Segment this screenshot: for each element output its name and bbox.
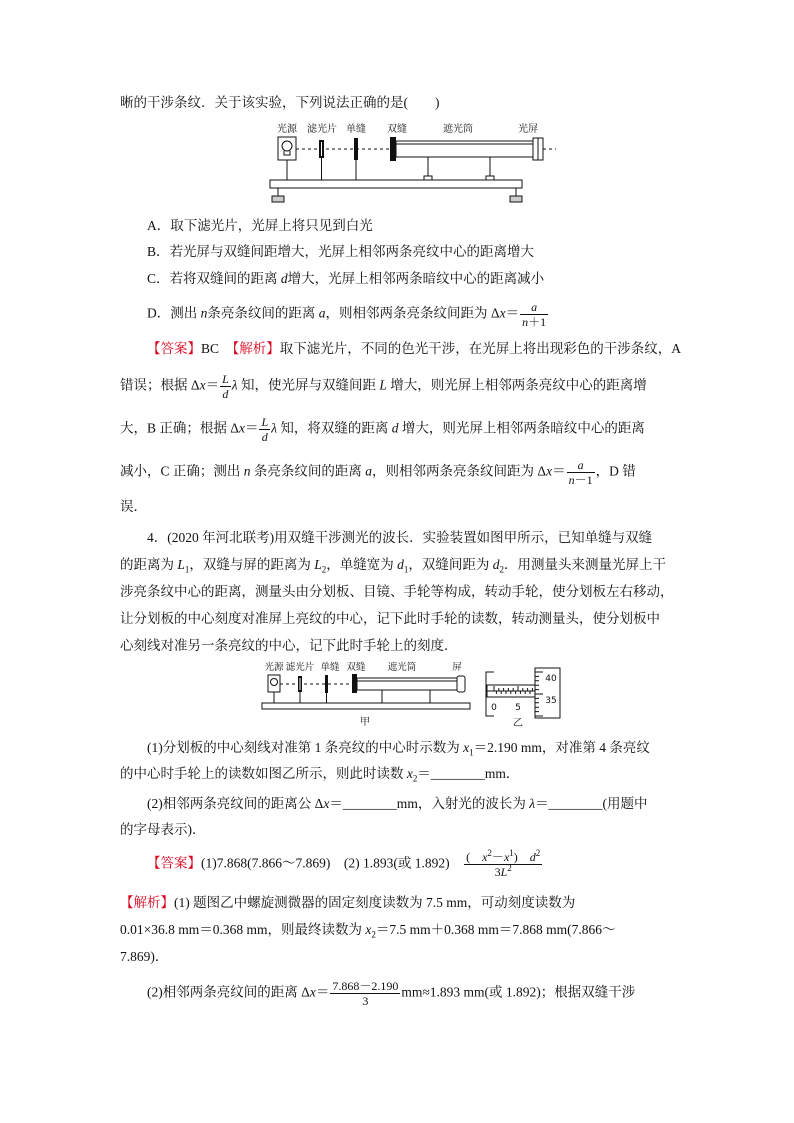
q3-solution-line-4 [120, 458, 636, 487]
question-text: ＝________(用题中 [535, 796, 648, 811]
part-1-line-2 [120, 765, 519, 783]
tube-icon [396, 138, 556, 180]
analysis-text: 知，使光屏与双缝间距 [237, 377, 380, 393]
var-d: d [391, 420, 399, 436]
num-part: ) [513, 850, 530, 864]
figure-double-slit-apparatus [260, 115, 560, 210]
analysis-text: (1) 题图乙中螺旋测微器的固定刻度读数为 7.5 mm，可动刻度读数为 [174, 895, 576, 910]
analysis-tag: 【解析】 [232, 341, 280, 356]
var-L: L [379, 377, 387, 393]
filter-icon [298, 676, 302, 703]
var-x: x [199, 377, 206, 393]
answer-tag: 【答案】 [147, 341, 201, 356]
var-x: x [238, 420, 245, 436]
var-d: d [529, 850, 536, 864]
num-part: － [491, 850, 504, 864]
var-d: d [280, 271, 288, 286]
analysis-text: mm≈1.893 mm(或 1.892)；根据双缝干涉 [401, 984, 636, 1000]
label-tube: 遮光筒 [387, 662, 417, 673]
fraction [520, 300, 548, 329]
label-light-source: 光源 [277, 124, 297, 135]
q4-analysis-line-4 [147, 979, 635, 1008]
var-x: x [365, 922, 372, 937]
question-4-line-3: 涉亮条纹中心的距离，测量头由分划板、目镜、手轮等构成，转动手轮，使分划板左右移动， [120, 584, 674, 599]
thimble-label-40: 40 [545, 674, 557, 684]
q4-answer-line [147, 850, 543, 879]
analysis-tag: 【解析】 [120, 895, 174, 910]
light-source-icon [278, 137, 296, 180]
question-4-line-4: 让分划板的中心刻度对准屏上亮纹的中心，记下此时手轮的读数，转动测量头，使分划板中 [120, 611, 660, 626]
analysis-text: (2)相邻两条亮纹间的距离 Δ [147, 984, 310, 1000]
label-single-slit: 单缝 [346, 124, 366, 135]
question-4-line-1: 4．(2020 年河北联考)用双缝干涉测光的波长．实验装置如图甲所示，已知单缝与双缝 [147, 530, 653, 545]
answer-tag: 【答案】 [147, 855, 201, 871]
question-text: ．用测量头来测量光屏上干 [504, 557, 667, 572]
superscript: 2 [535, 848, 541, 858]
question-text: (1)分划板的中心刻线对准第 1 条亮纹的中心时示数为 [147, 740, 464, 755]
figure-measurement-setup [258, 660, 568, 728]
denominator-rest: ＋1 [528, 315, 547, 329]
fraction-denominator [567, 472, 595, 487]
label-single-slit: 单缝 [320, 662, 340, 673]
fraction-numerator: 7.868－2.190 [332, 979, 399, 993]
var-x: x [503, 850, 510, 864]
question-text: ，双缝间距为 [408, 557, 493, 572]
fraction-denominator [464, 864, 542, 879]
bench-icon [262, 703, 470, 709]
var-L: L [314, 557, 322, 572]
superscript: 2 [507, 863, 512, 873]
single-slit-icon [354, 138, 358, 180]
figure-caption-jia: 甲 [360, 717, 370, 728]
var-L: L [500, 865, 508, 879]
question-text: ＝________mm，入射光的波长为 [329, 796, 530, 811]
option-c-text: C．若将双缝间的距离 [147, 271, 281, 286]
analysis-text: ＝ [552, 463, 566, 479]
analysis-text: 减小，C 正确；测出 [120, 463, 244, 479]
analysis-text: ＝7.5 mm＋0.368 mm＝7.868 mm(7.866～ [375, 922, 616, 937]
option-c [147, 270, 544, 288]
single-slit-icon [325, 675, 328, 703]
subscript: 1 [184, 564, 190, 575]
den-part: 3 [494, 865, 501, 879]
label-screen: 光屏 [518, 124, 538, 135]
fraction-denominator: 3 [330, 993, 400, 1008]
bench-icon [270, 180, 522, 202]
var-x: x [546, 463, 553, 479]
option-d-text: D．测出 [147, 305, 201, 321]
analysis-text: 增大，则光屏上相邻两条暗纹中心的距离 [398, 420, 645, 436]
sleeve-label-0: 0 [491, 703, 497, 713]
var-lambda: λ [231, 377, 238, 393]
double-slit-icon [352, 674, 357, 693]
subscript: 1 [469, 747, 474, 758]
part-2-line-1 [147, 795, 648, 813]
question-4-line-2 [120, 556, 666, 574]
q4-analysis-line-3: 7.869)． [120, 949, 169, 964]
var-x: x [463, 740, 470, 755]
q3-solution-line-1 [147, 340, 681, 358]
option-b: B．若光屏与双缝间距增大，光屏上相邻两条亮纹中心的距离增大 [147, 244, 535, 259]
light-source-icon [268, 675, 280, 703]
fraction-numerator: a [531, 300, 538, 314]
question-text: ＝2.190 mm，对准第 4 条亮纹 [473, 740, 650, 755]
subscript: 2 [371, 929, 376, 940]
fraction-denominator: d [220, 386, 231, 401]
fraction-denominator [520, 314, 548, 329]
sleeve-label-5: 5 [515, 703, 521, 713]
var-L: L [177, 557, 185, 572]
analysis-text: 0.01×36.8 mm＝0.368 mm，则最终读数为 [120, 922, 366, 937]
analysis-text: 大，B 正确；根据 Δ [120, 420, 239, 436]
var-n: n [243, 463, 251, 479]
question-text: ＝________mm． [417, 766, 520, 781]
filter-icon [319, 140, 324, 180]
thimble-label-35: 35 [545, 696, 557, 706]
question-text: ，单缝宽为 [326, 557, 398, 572]
answer-value: (1)7.868(7.866～7.869) (2) 1.893(或 1.892) [201, 855, 464, 871]
fraction [567, 458, 595, 487]
fraction-numerator: a [577, 458, 584, 472]
var-x: x [323, 796, 330, 811]
option-d-text: ，则相邻两条亮条纹间距为 Δ [325, 305, 500, 321]
q3-solution-line-3 [120, 415, 645, 444]
label-screen: 屏 [452, 662, 462, 673]
figure-caption-yi: 乙 [513, 718, 523, 729]
analysis-text: ，D 错 [595, 463, 636, 479]
label-tube: 遮光筒 [443, 124, 473, 135]
var-lambda: λ [529, 796, 536, 811]
superscript: 1 [509, 848, 514, 858]
option-d-text: 条亮条纹间的距离 [207, 305, 319, 321]
var-x: x [309, 984, 316, 1000]
var-x: x [482, 850, 488, 864]
q4-analysis-line-1 [120, 894, 575, 912]
var-d: d [492, 557, 500, 572]
label-double-slit: 双缝 [387, 124, 407, 135]
question-text: (2)相邻两条亮纹间的距离公 Δ [147, 796, 324, 811]
double-slit-icon [390, 137, 396, 161]
question-text: 的中心时手轮上的读数如图乙所示，则此时读数 [120, 766, 407, 781]
var-n: n [200, 305, 208, 321]
analysis-text: ＝ [205, 377, 220, 393]
q3-solution-line-2 [120, 372, 647, 401]
var-a: a [318, 305, 326, 321]
question-4-line-5: 心刻线对准另一条亮纹的中心，记下此时手轮上的刻度． [120, 638, 458, 653]
analysis-text: 条亮条纹间的距离 [250, 463, 366, 479]
analysis-text: 取下滤光片，不同的色光干涉，在光屏上将出现彩色的干涉条纹，A [279, 341, 682, 356]
part-1-line-1 [147, 739, 650, 757]
fraction [330, 979, 400, 1008]
subscript: 1 [403, 564, 409, 575]
denominator-rest: －1 [574, 473, 593, 487]
fraction [259, 415, 270, 444]
superscript: 2 [487, 848, 492, 858]
analysis-text: ，则相邻两条亮条纹间距为 Δ [372, 463, 547, 479]
var-d: d [397, 557, 404, 572]
label-filter: 滤光片 [285, 662, 315, 673]
fraction [464, 850, 542, 879]
fraction-numerator [464, 850, 542, 864]
fraction [220, 372, 231, 401]
option-a: A．取下滤光片，光屏上将只见到白光 [147, 218, 373, 233]
fraction-numerator: L [222, 372, 229, 386]
var-x: x [406, 766, 413, 781]
var-a: a [365, 463, 373, 479]
question-text: 的距离为 [120, 557, 178, 572]
var-n: n [522, 315, 529, 329]
var-x: x [499, 305, 506, 321]
var-lambda: λ [271, 420, 277, 436]
question-text: ，双缝与屏的距离为 [189, 557, 315, 572]
fraction-numerator: L [261, 415, 269, 429]
tube-icon [357, 676, 465, 703]
subscript: 2 [499, 564, 505, 575]
option-c-text: 增大，光屏上相邻两条暗纹中心的距离减小 [287, 271, 545, 286]
subscript: 2 [321, 564, 327, 575]
label-filter: 滤光片 [307, 124, 337, 135]
q4-analysis-line-2 [120, 921, 616, 939]
num-part: ( [466, 850, 483, 864]
answer-value: BC [201, 341, 233, 356]
part-2-line-2: 的字母表示)． [120, 822, 206, 837]
var-n: n [568, 473, 575, 487]
analysis-text: 错误；根据 Δ [120, 377, 200, 393]
q3-solution-line-5: 误． [120, 499, 147, 514]
question-3-stem: 晰的干涉条纹．关于该实验，下列说法正确的是( ) [120, 95, 440, 110]
label-double-slit: 双缝 [346, 662, 366, 673]
option-d [147, 300, 549, 329]
analysis-text: 知，将双缝的距离 [276, 420, 392, 436]
option-d-text: ＝ [505, 305, 520, 321]
fraction-denominator: d [259, 429, 270, 444]
analysis-text: ＝ [244, 420, 259, 436]
subscript: 2 [412, 773, 418, 784]
analysis-text: 增大，则光屏上相邻两条亮纹中心的距离增 [386, 377, 647, 393]
label-light-source: 光源 [264, 662, 284, 673]
analysis-text: ＝ [315, 984, 330, 1000]
